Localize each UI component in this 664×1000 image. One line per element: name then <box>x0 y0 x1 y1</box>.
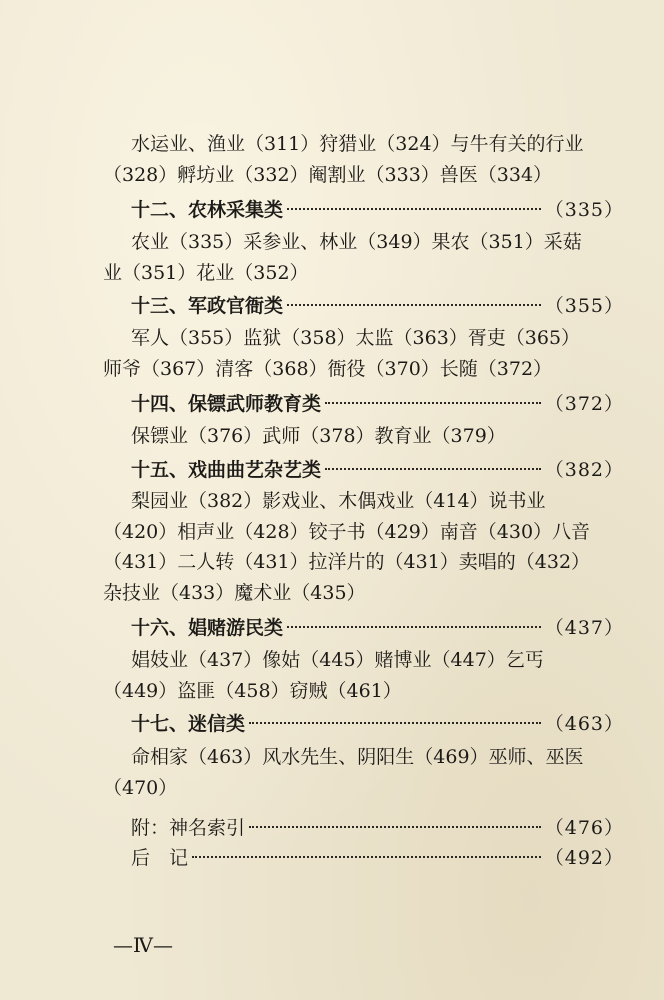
toc-entry-line <box>0 772 664 804</box>
toc-entry-line <box>0 128 664 160</box>
dot-leader <box>249 822 541 828</box>
appendix-entry <box>0 812 664 844</box>
toc-entry-line <box>0 644 664 676</box>
toc-entry-line <box>0 226 664 258</box>
section-heading <box>0 708 664 740</box>
entry-text: 农业（335）采参业、林业（349）果农（351）采菇 <box>131 231 582 253</box>
section-heading <box>0 454 664 486</box>
toc-entry-line <box>0 322 664 354</box>
section-page-number: （463） <box>544 713 624 735</box>
dot-leader <box>287 204 541 210</box>
entry-text: （328）孵坊业（332）阉割业（333）兽医（334） <box>103 164 553 186</box>
entry-text: 师爷（367）清客（368）衙役（370）长随（372） <box>103 358 553 380</box>
section-page-number: （355） <box>544 295 624 317</box>
dot-leader <box>325 398 541 404</box>
toc-entry-line <box>0 257 664 289</box>
section-heading <box>0 388 664 420</box>
postscript-title: 后 记 <box>131 847 189 869</box>
entry-text: 军人（355）监狱（358）太监（363）胥吏（365） <box>131 327 581 349</box>
entry-text: （431）二人转（431）拉洋片的（431）卖唱的（432） <box>103 551 591 573</box>
entry-text: 业（351）花业（352） <box>103 262 309 284</box>
section-title: 十三、军政官衙类 <box>131 295 284 317</box>
dot-leader <box>249 718 541 724</box>
toc-entry-line <box>0 577 664 609</box>
dot-leader <box>192 852 541 858</box>
entry-text: 梨园业（382）影戏业、木偶戏业（414）说书业 <box>131 490 546 512</box>
section-title: 十五、戏曲曲艺杂艺类 <box>131 459 322 481</box>
toc-entry-line <box>0 159 664 191</box>
entry-text: 水运业、渔业（311）狩猎业（324）与牛有关的行业 <box>131 133 584 155</box>
appendix-page-number: （476） <box>544 817 624 839</box>
appendix-title: 附：神名索引 <box>131 817 246 839</box>
dot-leader <box>287 622 541 628</box>
toc-entry-line <box>0 420 664 452</box>
entry-text: （449）盗匪（458）窃贼（461） <box>103 680 402 702</box>
section-heading <box>0 612 664 644</box>
section-page-number: （382） <box>544 459 624 481</box>
section-title: 十六、娼赌游民类 <box>131 617 284 639</box>
section-title: 十四、保镖武师教育类 <box>131 393 322 415</box>
section-heading <box>0 290 664 322</box>
toc-entry-line <box>0 353 664 385</box>
dot-leader <box>287 300 541 306</box>
toc-entry-line <box>0 741 664 773</box>
entry-text: 杂技业（433）魔术业（435） <box>103 582 366 604</box>
section-heading <box>0 194 664 226</box>
entry-text: （470） <box>103 777 178 799</box>
toc-entry-line <box>0 485 664 517</box>
entry-text: 保镖业（376）武师（378）教育业（379） <box>131 425 506 447</box>
entry-text: （420）相声业（428）铰子书（429）南音（430）八音 <box>103 521 591 543</box>
toc-entry-line <box>0 546 664 578</box>
section-title: 十七、迷信类 <box>131 713 246 735</box>
entry-text: 娼妓业（437）像姑（445）赌博业（447）乞丐 <box>131 649 544 671</box>
toc-entry-line <box>0 516 664 548</box>
postscript-entry <box>0 842 664 874</box>
section-page-number: （335） <box>544 199 624 221</box>
section-title: 十二、农林采集类 <box>131 199 284 221</box>
toc-entry-line <box>0 675 664 707</box>
section-page-number: （372） <box>544 393 624 415</box>
page-folio: —Ⅳ— <box>113 933 173 957</box>
dot-leader <box>325 464 541 470</box>
postscript-page-number: （492） <box>544 847 624 869</box>
entry-text: 命相家（463）风水先生、阴阳生（469）巫师、巫医 <box>131 746 584 768</box>
section-page-number: （437） <box>544 617 624 639</box>
